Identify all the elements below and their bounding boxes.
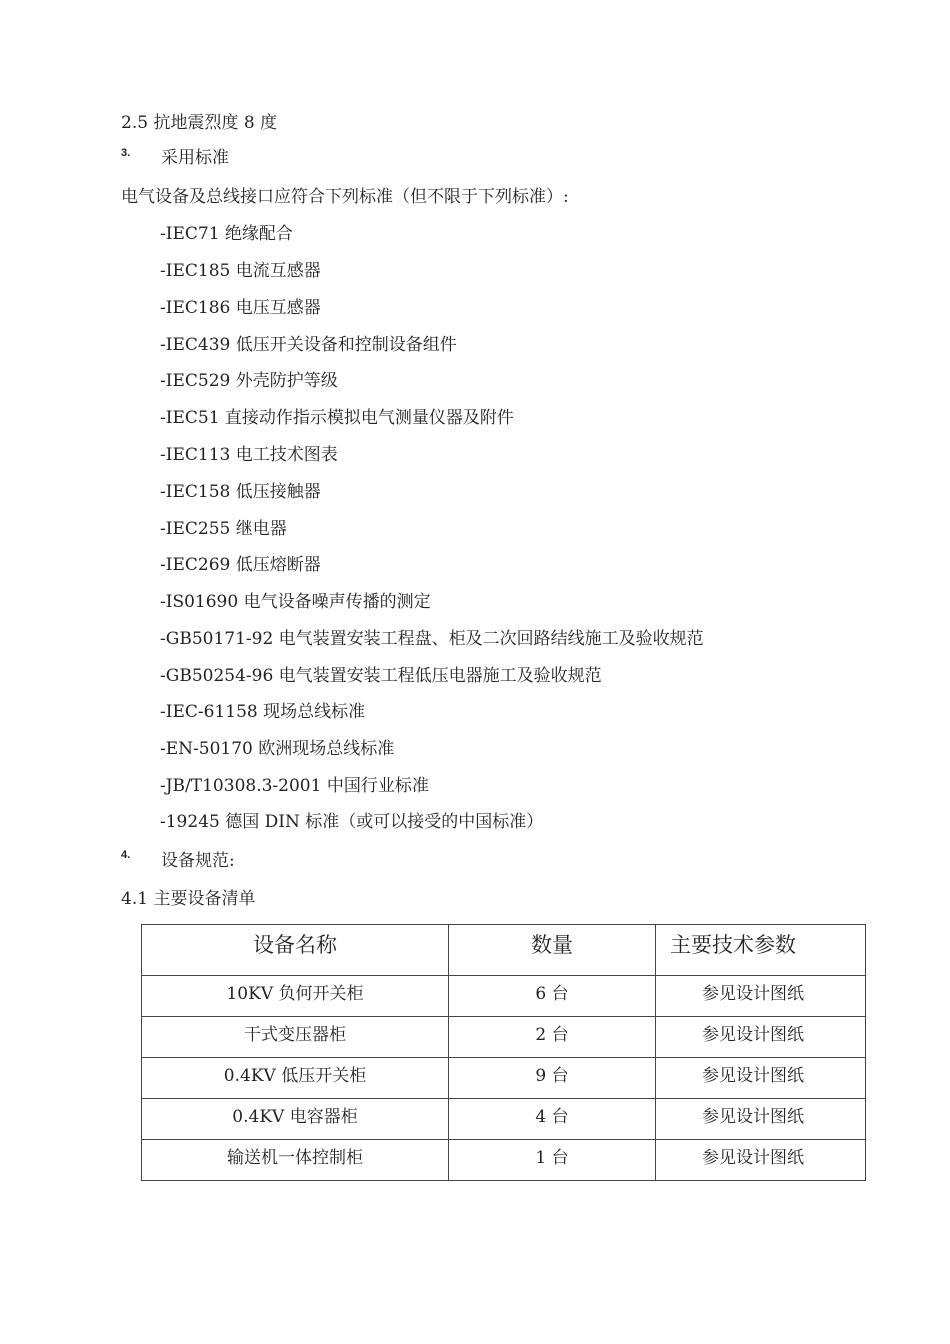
cell-quantity: 4 台 xyxy=(449,1099,656,1140)
table-row xyxy=(142,1140,866,1181)
cell-quantity: 1 台 xyxy=(449,1140,656,1181)
cell-tech-params: 参见设计图纸 xyxy=(656,1099,866,1140)
cell-tech-params: 参见设计图纸 xyxy=(656,976,866,1017)
cell-equipment-name: 0.4KV 低压开关柜 xyxy=(142,1058,449,1099)
standard-item: -IEC269 低压熔断器 xyxy=(160,555,321,575)
table-row xyxy=(142,1058,866,1099)
section-4-title: 设备规范: xyxy=(161,851,235,871)
standard-item: -IEC-61158 现场总线标准 xyxy=(160,702,366,722)
cell-tech-params: 参见设计图纸 xyxy=(656,1017,866,1058)
standard-item: -19245 德国 DIN 标准（或可以接受的中国标准） xyxy=(160,812,544,832)
header-tech-params: 主要技术参数 xyxy=(656,925,866,976)
standard-item: -GB50254-96 电气装置安装工程低压电器施工及验收规范 xyxy=(160,666,602,686)
cell-tech-params: 参见设计图纸 xyxy=(656,1058,866,1099)
standard-item: -IEC71 绝缘配合 xyxy=(160,224,293,244)
standard-item: -IEC186 电压互感器 xyxy=(160,298,321,318)
table-row xyxy=(142,976,866,1017)
standard-item: -IS01690 电气设备噪声传播的测定 xyxy=(160,592,431,612)
cell-quantity: 6 台 xyxy=(449,976,656,1017)
standard-item: -JB/T10308.3-2001 中国行业标准 xyxy=(160,776,429,796)
section-3-title: 采用标准 xyxy=(161,148,229,168)
cell-equipment-name: 10KV 负何开关柜 xyxy=(142,976,449,1017)
standards-intro: 电气设备及总线接口应符合下列标准（但不限于下列标准）: xyxy=(121,187,569,207)
intro-line: 2.5 抗地震烈度 8 度 xyxy=(121,113,278,133)
equipment-table xyxy=(141,924,866,1181)
cell-quantity: 9 台 xyxy=(449,1058,656,1099)
standard-item: -IEC185 电流互感器 xyxy=(160,261,321,281)
header-equipment-name: 设备名称 xyxy=(142,925,449,976)
section-3-number: 3. xyxy=(121,147,131,159)
standard-item: -IEC255 继电器 xyxy=(160,519,287,539)
table-row xyxy=(142,1099,866,1140)
subsection-4-1-title: 4.1 主要设备清单 xyxy=(121,889,256,909)
cell-tech-params: 参见设计图纸 xyxy=(656,1140,866,1181)
standard-item: -IEC158 低压接触器 xyxy=(160,482,321,502)
standard-item: -GB50171-92 电气装置安装工程盘、柜及二次回路结线施工及验收规范 xyxy=(160,629,704,649)
cell-quantity: 2 台 xyxy=(449,1017,656,1058)
standard-item: -IEC529 外壳防护等级 xyxy=(160,371,338,391)
table-header-row xyxy=(142,925,866,976)
table-row xyxy=(142,1017,866,1058)
cell-equipment-name: 干式变压器柜 xyxy=(142,1017,449,1058)
standard-item: -EN-50170 欧洲现场总线标准 xyxy=(160,739,395,759)
cell-equipment-name: 输送机一体控制柜 xyxy=(142,1140,449,1181)
standard-item: -IEC113 电工技术图表 xyxy=(160,445,338,465)
standard-item: -IEC51 直接动作指示模拟电气测量仪器及附件 xyxy=(160,408,514,428)
header-quantity: 数量 xyxy=(449,925,656,976)
section-4-number: 4. xyxy=(121,849,131,861)
cell-equipment-name: 0.4KV 电容器柜 xyxy=(142,1099,449,1140)
standard-item: -IEC439 低压开关设备和控制设备组件 xyxy=(160,335,457,355)
